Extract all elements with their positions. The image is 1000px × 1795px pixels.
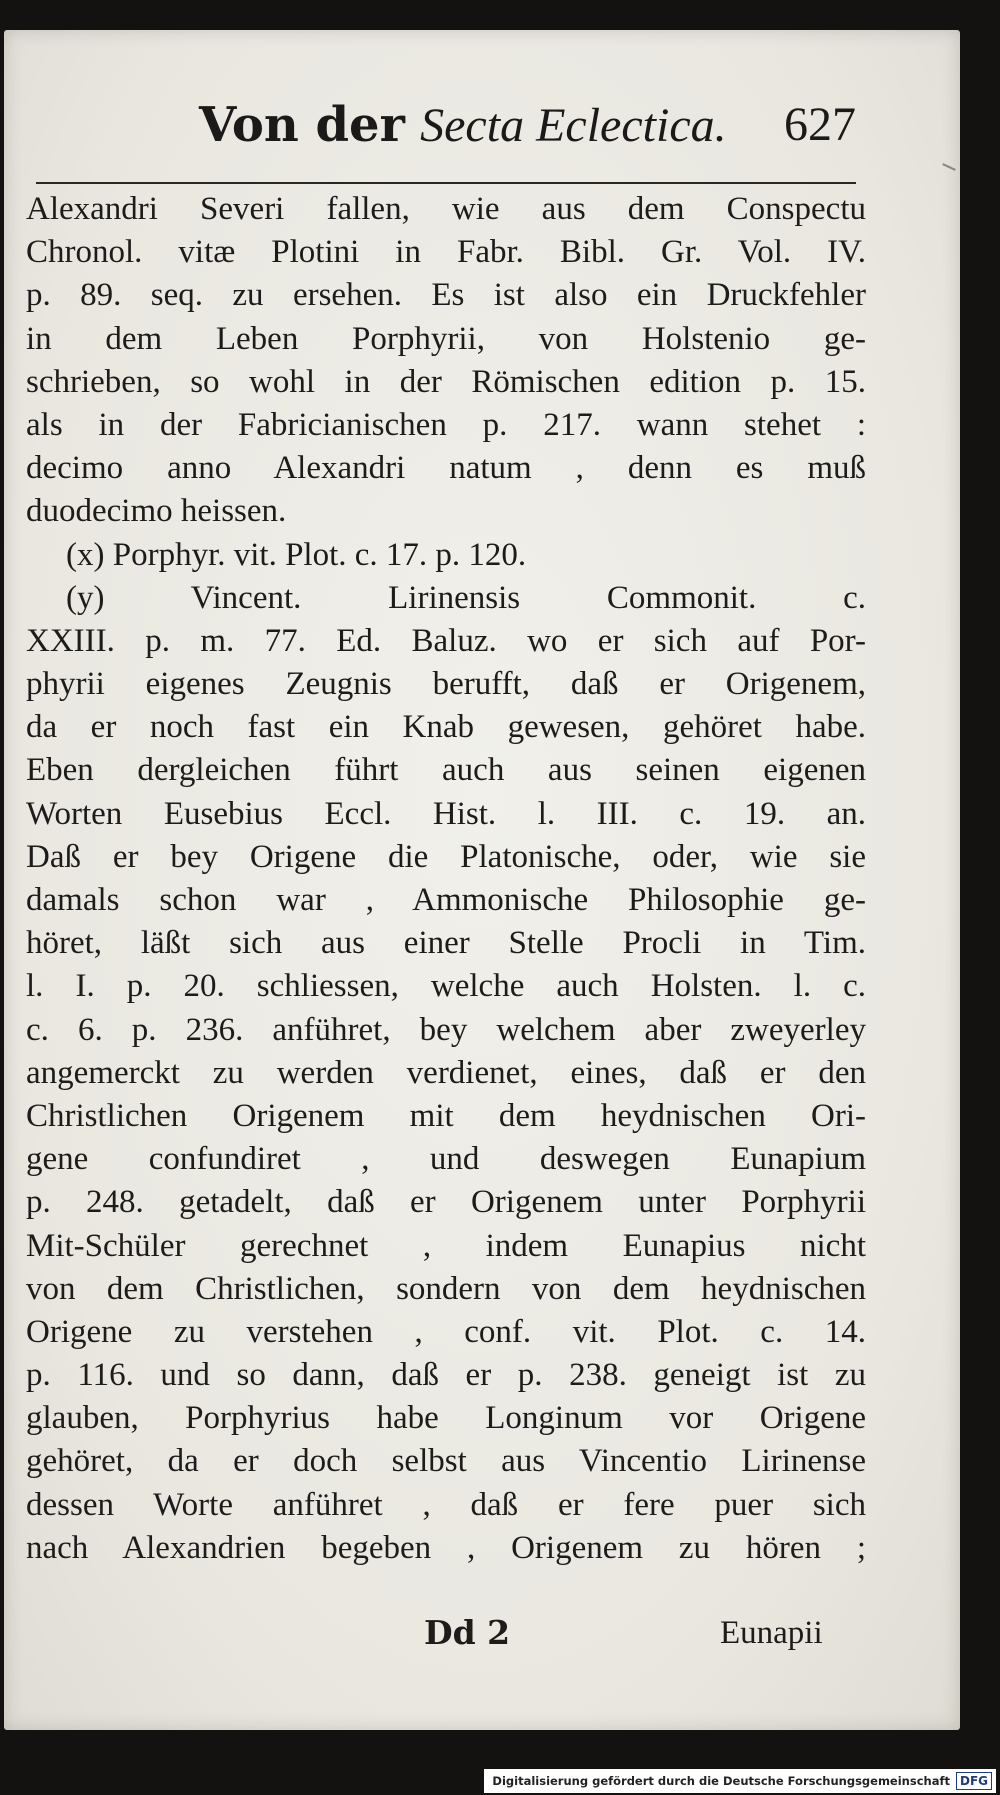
page-footer bbox=[4, 1608, 960, 1658]
text-line: Christlichen Origenem mit dem heydnischen Ori- bbox=[26, 1097, 866, 1134]
running-title-german: Von der bbox=[199, 97, 405, 153]
text-line: p. 248. getadelt, daß er Origenem unter Porphyrii bbox=[26, 1184, 866, 1221]
credit-text: Digitalisierung gefördert durch die Deutsche Forschungsgemeinschaft bbox=[492, 1774, 950, 1788]
text-line: c. 6. p. 236. anführet, bey welchem aber zweyerley bbox=[26, 1011, 866, 1048]
page-edge-mark bbox=[942, 163, 956, 171]
text-line: Origene zu verstehen , conf. vit. Plot. c. 14. bbox=[26, 1313, 866, 1350]
text-line: als in der Fabricianischen p. 217. wann stehet : bbox=[26, 406, 866, 443]
text-line: Alexandri Severi fallen, wie aus dem Conspectu bbox=[26, 191, 866, 227]
text-line: decimo anno Alexandri natum , denn es muß bbox=[26, 450, 866, 487]
book-page bbox=[4, 30, 960, 1730]
text-line: Daß er bey Origene die Platonische, oder, wie sie bbox=[26, 838, 866, 875]
text-line: höret, läßt sich aus einer Stelle Procli in Tim. bbox=[26, 925, 866, 962]
text-line: da er noch fast ein Knab gewesen, gehöret habe. bbox=[26, 709, 866, 746]
text-line: (y) Vincent. Lirinensis Commonit. c. bbox=[66, 579, 866, 616]
text-line: nach Alexandrien begeben , Origenem zu hören ; bbox=[26, 1529, 866, 1566]
text-line: duodecimo heissen. bbox=[26, 493, 287, 530]
body-text bbox=[26, 188, 866, 1570]
page-number: 627 bbox=[784, 98, 856, 151]
text-line: glauben, Porphyrius habe Longinum vor Origene bbox=[26, 1400, 866, 1437]
running-header bbox=[4, 90, 960, 160]
text-line: Chronol. vitæ Plotini in Fabr. Bibl. Gr. Vol. IV. bbox=[26, 234, 866, 271]
text-line: schrieben, so wohl in der Römischen edition p. 15. bbox=[26, 363, 866, 400]
text-line: Eben dergleichen führt auch aus seinen eigenen bbox=[26, 752, 866, 789]
text-line: gehöret, da er doch selbst aus Vincentio Lirinense bbox=[26, 1443, 866, 1480]
text-line: Mit-Schüler gerechnet , indem Eunapius nicht bbox=[26, 1227, 866, 1264]
text-line: (x) Porphyr. vit. Plot. c. 17. p. 120. bbox=[66, 536, 527, 573]
dfg-logo-icon: DFG bbox=[956, 1772, 992, 1790]
text-line: dessen Worte anführet , daß er fere puer sich bbox=[26, 1486, 866, 1523]
running-title-latin: Secta Eclectica. bbox=[420, 99, 727, 152]
digitization-credit bbox=[484, 1769, 996, 1793]
text-line: p. 116. und so dann, daß er p. 238. geneigt ist zu bbox=[26, 1357, 866, 1394]
text-line: XXIII. p. m. 77. Ed. Baluz. wo er sich auf Por- bbox=[26, 622, 866, 659]
text-line: phyrii eigenes Zeugnis berufft, daß er Origenem, bbox=[26, 666, 866, 703]
text-line: damals schon war , Ammonische Philosophie ge- bbox=[26, 882, 866, 918]
text-line: von dem Christlichen, sondern von dem heydnischen bbox=[26, 1270, 866, 1307]
catchword: Eunapii bbox=[720, 1615, 823, 1651]
text-line: p. 89. seq. zu ersehen. Es ist also ein Druckfehler bbox=[26, 277, 866, 314]
text-line: Worten Eusebius Eccl. Hist. l. III. c. 19. an. bbox=[26, 795, 866, 832]
running-title bbox=[199, 90, 727, 161]
text-line: angemerckt zu werden verdienet, eines, daß er den bbox=[26, 1054, 866, 1091]
text-line: in dem Leben Porphyrii, von Holstenio ge- bbox=[26, 320, 866, 357]
text-line: l. I. p. 20. schliessen, welche auch Holsten. l. c. bbox=[26, 968, 866, 1005]
signature-mark: Dd 2 bbox=[424, 1613, 511, 1652]
header-rule bbox=[36, 182, 856, 184]
text-line: gene confundiret , und deswegen Eunapium bbox=[26, 1141, 866, 1178]
